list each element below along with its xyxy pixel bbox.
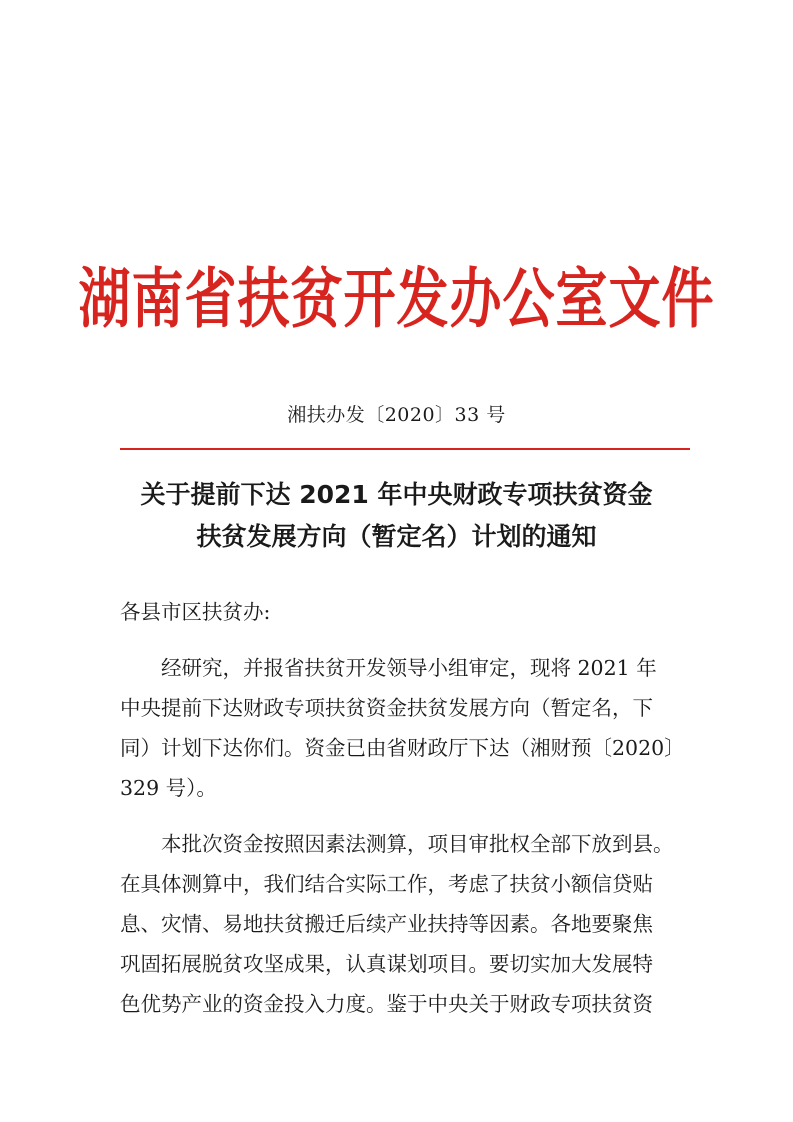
paragraph-line: 息、灾情、易地扶贫搬迁后续产业扶持等因素。各地要聚焦: [120, 912, 653, 936]
paragraph-line: 中央提前下达财政专项扶贫资金扶贫发展方向（暂定名，下: [120, 696, 653, 720]
paragraph-line: 同）计划下达你们。资金已由省财政厅下达（湘财预〔2020〕: [120, 736, 685, 760]
paragraph-line: 本批次资金按照因素法测算，项目审批权全部下放到县。: [120, 832, 674, 856]
issuing-office-title: 湖南省扶贫开发办公室文件: [78, 262, 715, 337]
notice-title-line-2: 扶贫发展方向（暂定名）计划的通知: [196, 522, 597, 551]
paragraph-1: [120, 648, 690, 808]
notice-title: [0, 474, 793, 558]
paragraph-line: 在具体测算中，我们结合实际工作，考虑了扶贫小额信贷贴: [120, 872, 653, 896]
document-body: [120, 592, 690, 1024]
notice-title-line-1: 关于提前下达 2021 年中央财政专项扶贫资金: [140, 480, 653, 509]
paragraph-line: 色优势产业的资金投入力度。鉴于中央关于财政专项扶贫资: [120, 992, 653, 1016]
paragraph-line: 经研究，并报省扶贫开发领导小组审定，现将 2021 年: [120, 656, 657, 680]
paragraph-line: 巩固拓展脱贫攻坚成果，认真谋划项目。要切实加大发展特: [120, 952, 653, 976]
document-number: 湘扶办发〔2020〕33 号: [287, 404, 506, 426]
red-divider-line: [120, 448, 690, 450]
paragraph-2: [120, 824, 690, 1024]
paragraph-line: 329 号）。: [120, 776, 217, 800]
salutation: 各县市区扶贫办:: [120, 600, 271, 624]
